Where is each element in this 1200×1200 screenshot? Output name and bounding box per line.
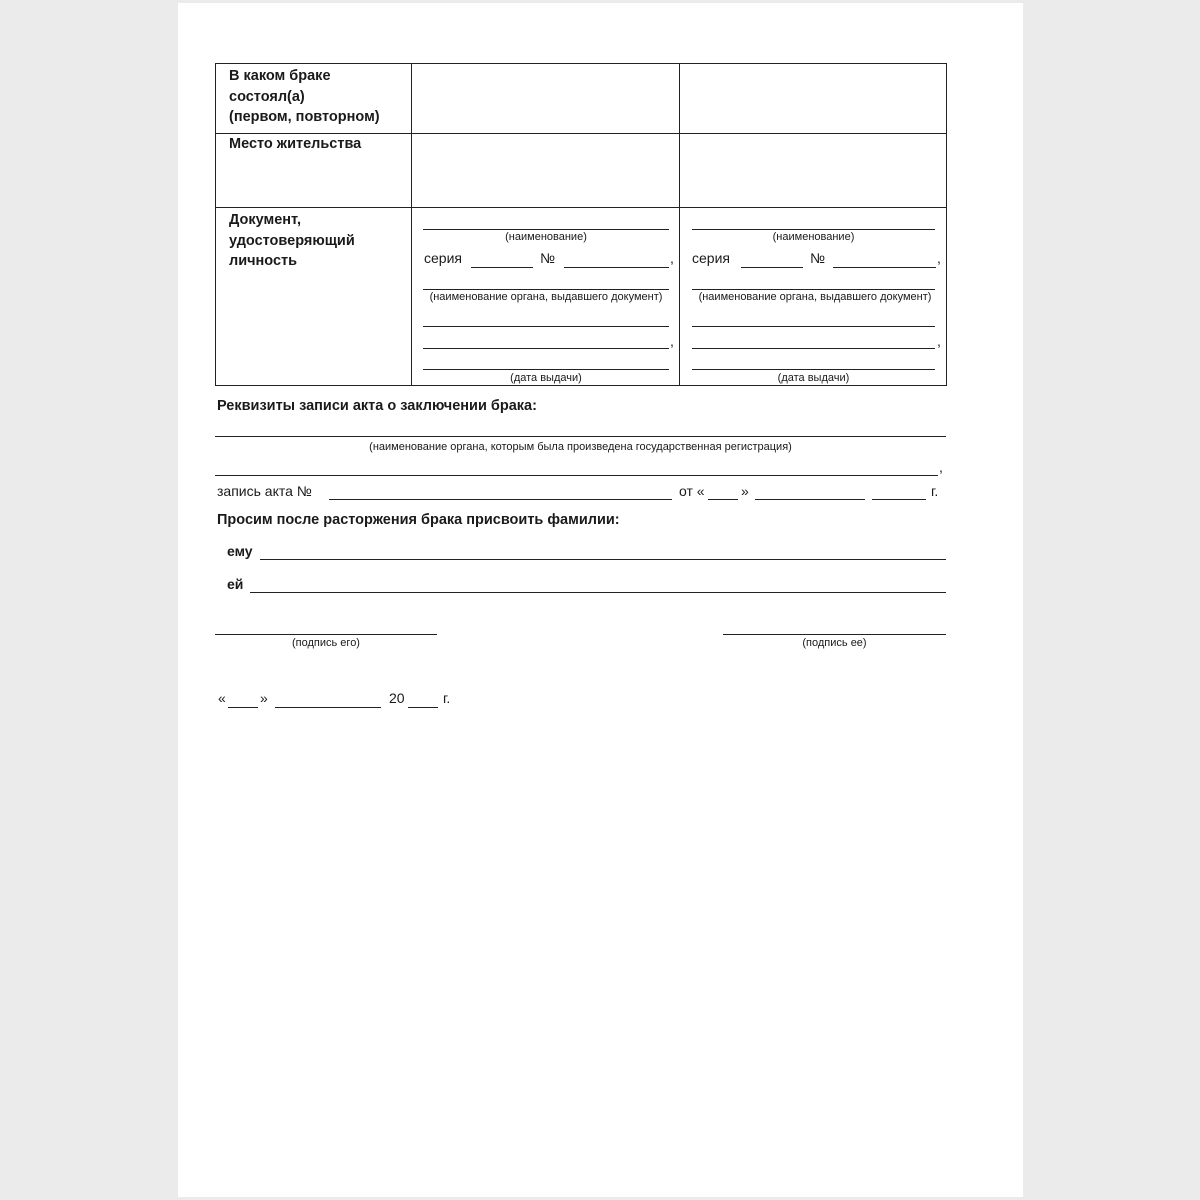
- date-day-field[interactable]: [228, 707, 258, 708]
- her-signature-field[interactable]: [723, 634, 946, 635]
- number-field[interactable]: [564, 267, 669, 268]
- record-year-field[interactable]: [872, 499, 926, 500]
- document-name-field[interactable]: [692, 229, 935, 230]
- residence-field-wife[interactable]: [680, 134, 946, 207]
- quote-close: »: [260, 690, 268, 706]
- number-label: №: [540, 250, 556, 266]
- issuer-field[interactable]: [423, 289, 669, 290]
- series-field[interactable]: [741, 267, 803, 268]
- record-number-label: запись акта №: [217, 483, 312, 499]
- issue-date-field[interactable]: [692, 369, 935, 370]
- identity-document-label: Документ, удостоверяющий личность: [229, 212, 355, 269]
- comma: ,: [670, 250, 674, 266]
- record-date-from-label: от «: [679, 483, 705, 499]
- record-heading: Реквизиты записи акта о заключении брака:: [217, 398, 537, 414]
- document-page: [178, 3, 1023, 1197]
- document-name-field[interactable]: [423, 229, 669, 230]
- her-surname-field[interactable]: [250, 592, 946, 593]
- residence-field-husband[interactable]: [412, 134, 678, 207]
- registrar-field-line-2[interactable]: [215, 475, 938, 476]
- record-number-field[interactable]: [329, 499, 672, 500]
- marriage-type-field-husband[interactable]: [412, 64, 678, 133]
- quote-open: «: [218, 690, 226, 706]
- registrar-field[interactable]: [215, 436, 946, 437]
- comma: ,: [939, 459, 943, 475]
- his-surname-field[interactable]: [260, 559, 946, 560]
- his-signature-field[interactable]: [215, 634, 437, 635]
- marriage-type-label: В каком браке состоял(а) (первом, повторном): [229, 68, 380, 125]
- date-year-field[interactable]: [408, 707, 438, 708]
- date-month-field[interactable]: [275, 707, 381, 708]
- issuer-field-line-2[interactable]: [423, 326, 669, 327]
- his-signature-caption: (подпись его): [292, 637, 360, 649]
- registrar-caption: (наименование органа, которым была произведена государственная регистрация): [369, 441, 792, 453]
- record-day-field[interactable]: [708, 499, 738, 500]
- year-suffix: г.: [931, 483, 939, 499]
- number-label: №: [810, 250, 826, 266]
- quote-close: »: [741, 483, 749, 499]
- comma: ,: [670, 333, 674, 349]
- series-label: серия: [692, 250, 730, 266]
- residence-label: Место жительства: [229, 136, 362, 152]
- record-month-field[interactable]: [755, 499, 865, 500]
- marriage-type-field-wife[interactable]: [680, 64, 946, 133]
- her-surname-label: ей: [227, 576, 244, 592]
- series-field[interactable]: [471, 267, 533, 268]
- issue-date-field[interactable]: [423, 369, 669, 370]
- surnames-heading: Просим после расторжения брака присвоить фамилии:: [217, 512, 620, 528]
- century-label: 20: [389, 690, 405, 706]
- issuer-field-line-3[interactable]: [692, 348, 935, 349]
- his-surname-label: ему: [227, 543, 253, 559]
- her-signature-caption: (подпись ее): [802, 637, 867, 649]
- document-name-caption: (наименование): [505, 231, 587, 243]
- issuer-field-line-3[interactable]: [423, 348, 669, 349]
- issue-date-caption: (дата выдачи): [777, 372, 850, 384]
- issuer-field-line-2[interactable]: [692, 326, 935, 327]
- issuer-caption: (наименование органа, выдавшего документ): [429, 291, 663, 303]
- comma: ,: [937, 333, 941, 349]
- number-field[interactable]: [833, 267, 936, 268]
- issue-date-caption: (дата выдачи): [510, 372, 582, 384]
- series-label: серия: [424, 250, 462, 266]
- year-suffix: г.: [443, 690, 451, 706]
- issuer-field[interactable]: [692, 289, 935, 290]
- comma: ,: [937, 250, 941, 266]
- document-name-caption: (наименование): [772, 231, 855, 243]
- issuer-caption: (наименование органа, выдавшего документ): [698, 291, 932, 303]
